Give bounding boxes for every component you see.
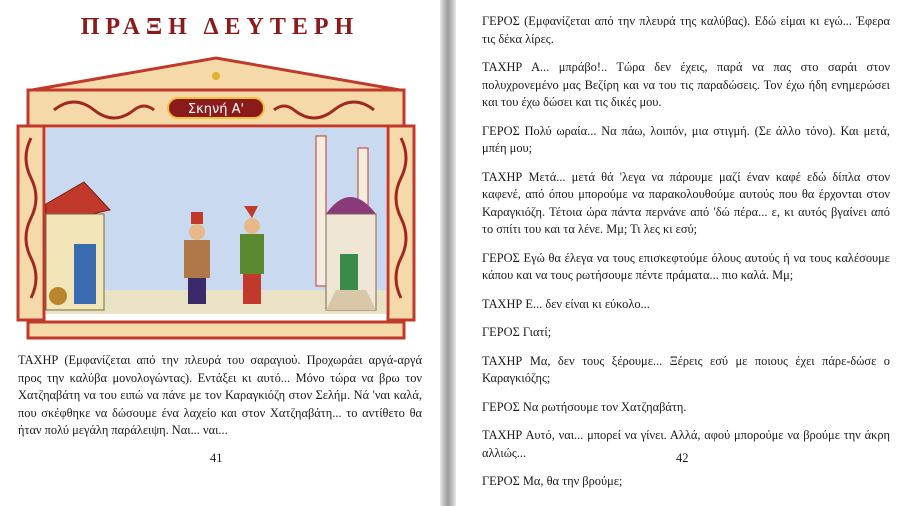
right-column [388,126,414,320]
page-number-left: 41 [210,451,223,465]
hut-door [74,244,96,304]
character-two-legs [243,274,261,304]
character-two-head [244,218,260,234]
stage-base [28,322,404,338]
hut-pot [49,287,67,305]
dialogue-line: ΓΕΡΟΣ Να ρωτήσουμε τον Χατζηαβάτη. [482,399,687,414]
act-title: ΠΡΑΞΗ ΔΕΥΤΕΡΗ [80,14,360,40]
palace-tower-left [316,136,326,286]
page-number-right: 42 [676,451,689,465]
dialogue-line: ΓΕΡΟΣ Πολύ ωραία... Να πάω, λοιπόν, μια στιγμή. (Σε άλλο τόνο). Και μετά, μπέη μου; [482,123,890,155]
dialogue-line: ΤΑΧΗΡ Αυτό, ναι... μπορεί να γίνει. Αλλά, αφού μπορούμε να βρούμε την άκρη αλλιώς... [482,428,890,460]
dialogue-line: ΓΕΡΟΣ Μα, θα την βρούμε; [482,474,623,488]
dialogue-line: ΓΕΡΟΣ (Εμφανίζεται από την πλευρά της καλύβας). Εδώ είμαι κι εγώ... Έφερα τις δέκα λίρες. [482,14,890,46]
dialogue-line: ΓΕΡΟΣ Εγώ θα έλεγα να τους επισκεφτούμε όλους αυτούς ή να τους καλέσουμε κάπου και να τους ρωτήσουμε πέντε πράματα... πιο καλά. Μμ; [482,250,890,282]
dialogue-line: ΓΕΡΟΣ Γιατί; [482,325,552,339]
character-one-legs [188,278,206,304]
character-one-hat [191,212,203,224]
pediment-ornament [212,72,220,80]
character-two-coat [240,234,264,274]
right-page [456,0,901,506]
palace-door [340,254,358,294]
dialogue-line: ΤΑΧΗΡ Α... μπράβο!.. Τώρα δεν έχεις, παρά να πας στο σαράι στον πολυχρονεμένο μας Βεζίρη και να του τις παραδώσεις. Τον έχω ήδη ενημερώσει και του έχω δώσει και τις δικές μου. [482,60,890,109]
scene-label: Σκηνή Α' [187,102,245,117]
book-spine [440,0,456,506]
left-page [0,0,440,506]
dialogue-line: ΤΑΧΗΡ Ε... δεν είναι κι εύκολο... [482,296,650,311]
left-column [18,126,44,320]
dialogue-line: ΤΑΧΗΡ Μετά... μετά θά 'λεγα να πάρουμε μαζί έναν καφέ εδώ δίπλα στον καφενέ, από όπου μπορούμε να παρακολουθούμε αυτούς που θα έρχονται στον Καραγκιόζη. Τέτοια ώρα πάντα περνάνε από 'δώ πέρα... ε, κι αυτός βγαίνει από το σπίτι του και τα λένε. Μμ; Τι λες κι εσύ; [482,169,890,236]
left-paragraph: ΤΑΧΗΡ (Εμφανίζεται από την πλευρά του σαραγιού. Προχωράει αργά-αργά προς την καλύβα μονολογώντας). Εντάξει κι αυτό... Μόνο τώρα να βρω τον Χατζηαβάτη να του ειπώ να πάνε με τον Καραγκιόζη στον Σελήμ. Νά 'ναι καλά, που σκέφθηκε να δώσουμε ένα λαχείο και στον Χατζηαβάτη... το αντίθετο θα ήταν πολύ μεγάλη παράλειψη. Ναι... ναι... [18,353,422,437]
dialogue-line: ΤΑΧΗΡ Μα, δεν τους ξέρουμε... Ξέρεις εσύ με ποιους έχει πάρε-δώσε ο Καραγκιόζης; [482,353,890,385]
shadow-theatre-illustration [14,54,418,346]
dialogue-column [482,13,890,502]
character-one-head [189,224,205,240]
character-one-coat [184,240,210,278]
